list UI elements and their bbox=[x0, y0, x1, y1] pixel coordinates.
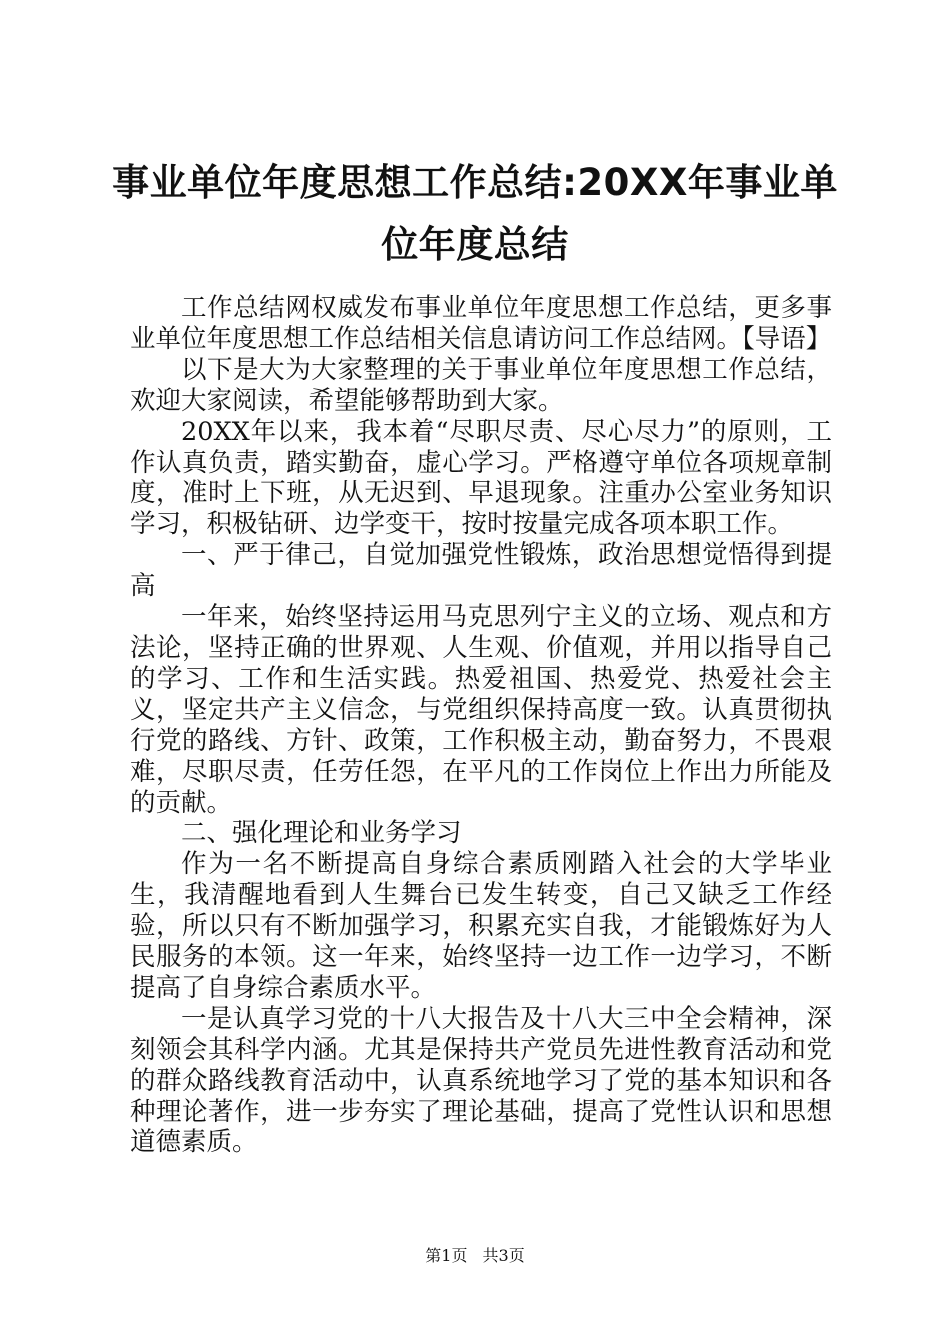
section-heading-2: 二、强化理论和业务学习 bbox=[181, 818, 462, 849]
document-title: 事业单位年度思想工作总结:20XX年事业单位年度总结 bbox=[112, 161, 838, 266]
body-paragraph: 20XX年以来，我本着“尽职尽责、尽心尽力”的原则，工作认真负责，踏实勤奋，虚心学习。严格遵守单位各项规章制度，准时上下班，从无迟到、早退现象。注重办公室业务知识学习，积极钻研、边学变干，按时按量完成各项本职工作。 bbox=[130, 416, 832, 540]
body-paragraph: 一是认真学习党的十八大报告及十八大三中全会精神，深刻领会其科学内涵。尤其是保持共产党员先进性教育活动和党的群众路线教育活动中，认真系统地学习了党的基本知识和各种理论著作，进一步夯实了理论基础，提高了党性认识和思想道德素质。 bbox=[130, 1003, 832, 1158]
page-number: 第1页 bbox=[425, 1246, 468, 1265]
page-total: 共3页 bbox=[482, 1246, 525, 1265]
body-paragraph: 一年来，始终坚持运用马克思列宁主义的立场、观点和方法论，坚持正确的世界观、人生观、价值观，并用以指导自己的学习、工作和生活实践。热爱祖国、热爱党、热爱社会主义，坚定共产主义信念，与党组织保持高度一致。认真贯彻执行党的路线、方针、政策，工作积极主动，勤奋努力，不畏艰难，尽职尽责，任劳任怨，在平凡的工作岗位上作出力所能及的贡献。 bbox=[130, 602, 832, 818]
document-body bbox=[130, 293, 832, 1158]
body-paragraph: 作为一名不断提高自身综合素质刚踏入社会的大学毕业生，我清醒地看到人生舞台已发生转变，自己又缺乏工作经验，所以只有不断加强学习，积累充实自我，才能锻炼好为人民服务的本领。这一年来，始终坚持一边工作一边学习，不断提高了自身综合素质水平。 bbox=[130, 849, 832, 1003]
preface-paragraph: 以下是大为大家整理的关于事业单位年度思想工作总结，欢迎大家阅读，希望能够帮助到大家。 bbox=[130, 354, 832, 416]
section-heading-1: 一、严于律己，自觉加强党性锻炼，政治思想觉悟得到提高 bbox=[130, 540, 832, 602]
intro-paragraph: 工作总结网权威发布事业单位年度思想工作总结，更多事业单位年度思想工作总结相关信息请访问工作总结网。【导语】 bbox=[130, 293, 832, 354]
page-footer bbox=[0, 1246, 950, 1266]
